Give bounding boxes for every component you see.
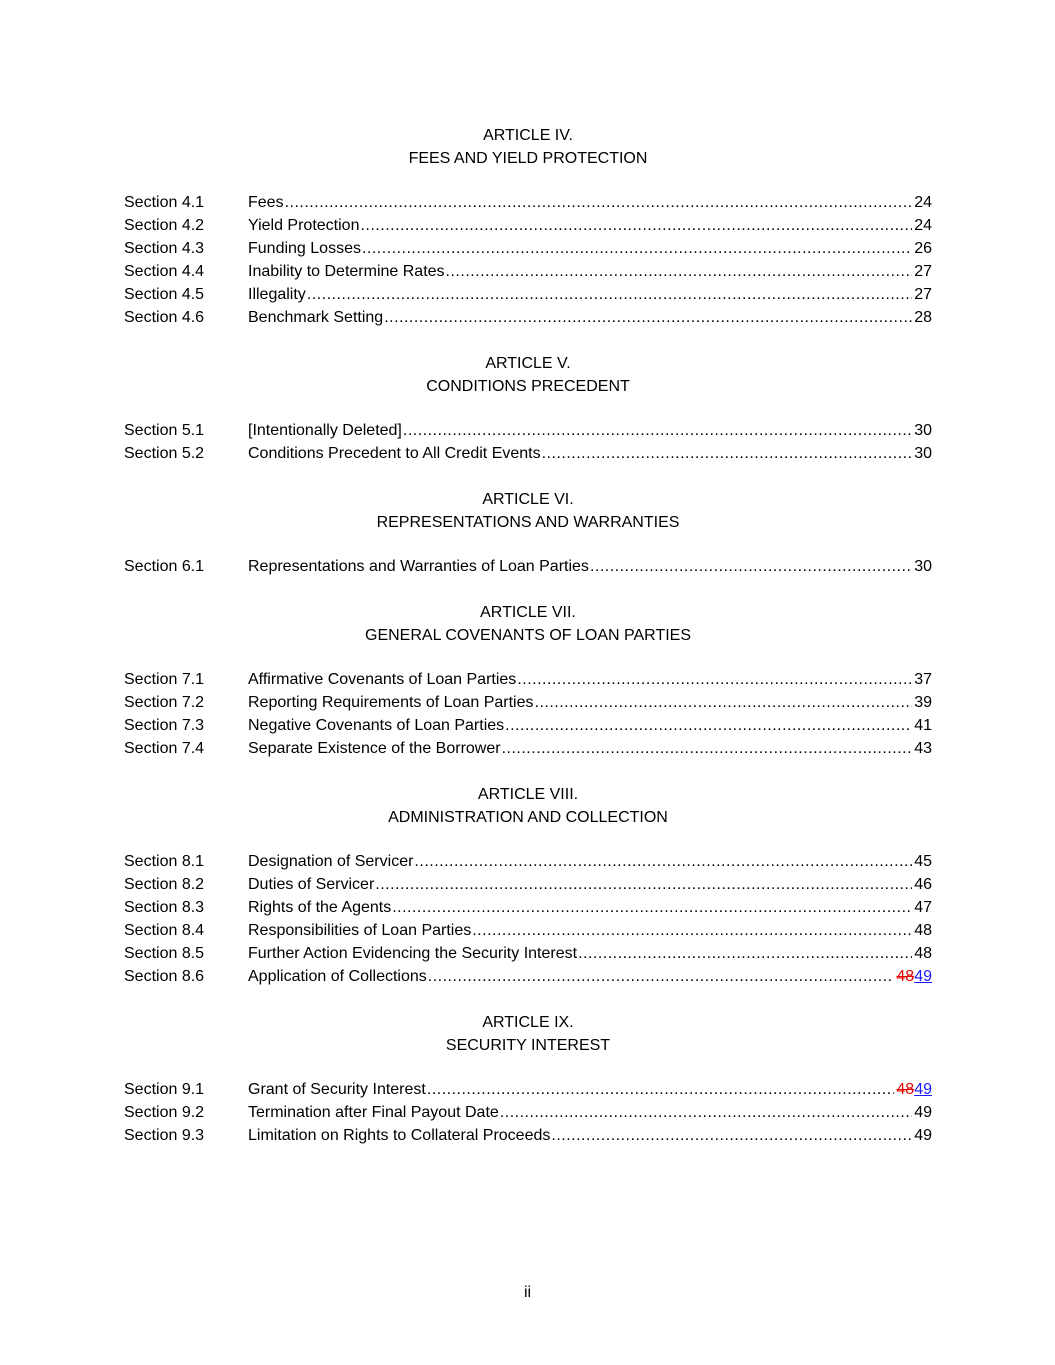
page-number: 46 [914, 876, 932, 893]
page-number: 37 [914, 671, 932, 688]
dot-leader [551, 1124, 912, 1147]
section-title: Responsibilities of Loan Parties [248, 922, 472, 939]
toc-entry-4-5[interactable] [124, 283, 932, 306]
section-number: Section 7.3 [124, 717, 205, 734]
table-of-contents [124, 124, 932, 1170]
article-vi [124, 488, 932, 578]
toc-entry-8-2[interactable] [124, 873, 932, 896]
section-number: Section 5.2 [124, 445, 205, 462]
section-number: Section 8.2 [124, 876, 205, 893]
section-title: Limitation on Rights to Collateral Proceeds [248, 1127, 551, 1144]
toc-entry-7-1[interactable] [124, 668, 932, 691]
page-number: 39 [914, 694, 932, 711]
page-number: 45 [914, 853, 932, 870]
section-number: Section 4.1 [124, 194, 205, 211]
dot-leader [446, 260, 913, 283]
page-number: 24 [914, 194, 932, 211]
toc-entry-8-1[interactable] [124, 850, 932, 873]
article-heading [124, 488, 932, 534]
dot-leader [414, 850, 912, 873]
article-title: SECURITY INTEREST [445, 1037, 611, 1054]
dot-leader [535, 691, 913, 714]
page-number: 26 [914, 240, 932, 257]
section-number: Section 8.6 [124, 968, 205, 985]
toc-entry-5-1[interactable] [124, 419, 932, 442]
section-title: Benchmark Setting [248, 309, 384, 326]
page-number-revised [896, 965, 932, 988]
dot-leader [502, 737, 913, 760]
article-ix [124, 1011, 932, 1147]
page-number: 28 [914, 309, 932, 326]
toc-entry-8-4[interactable] [124, 919, 932, 942]
section-title: Designation of Servicer [248, 853, 414, 870]
section-title: Affirmative Covenants of Loan Parties [248, 671, 517, 688]
dot-leader [472, 919, 912, 942]
section-number: Section 4.3 [124, 240, 205, 257]
page-number: 24 [914, 217, 932, 234]
toc-entry-4-6[interactable] [124, 306, 932, 329]
section-number: Section 7.1 [124, 671, 205, 688]
article-number: ARTICLE V. [485, 355, 571, 372]
toc-entry-9-2[interactable] [124, 1101, 932, 1124]
dot-leader [590, 555, 912, 578]
page-number: 30 [914, 558, 932, 575]
page-number: 48 [914, 922, 932, 939]
page-number: 30 [914, 445, 932, 462]
page-number: 27 [914, 263, 932, 280]
article-v [124, 352, 932, 465]
dot-leader [362, 237, 912, 260]
section-title: Yield Protection [248, 217, 360, 234]
section-number: Section 4.2 [124, 217, 205, 234]
section-title: Negative Covenants of Loan Parties [248, 717, 505, 734]
page-number: 41 [914, 717, 932, 734]
article-heading [124, 124, 932, 170]
section-number: Section 8.4 [124, 922, 205, 939]
section-number: Section 8.5 [124, 945, 205, 962]
section-title: Duties of Servicer [248, 876, 375, 893]
section-title: Further Action Evidencing the Security Interest [248, 945, 578, 962]
toc-entry-5-2[interactable] [124, 442, 932, 465]
section-number: Section 4.4 [124, 263, 205, 280]
dot-leader [403, 419, 912, 442]
page-number: 48 [914, 945, 932, 962]
toc-entry-4-4[interactable] [124, 260, 932, 283]
article-heading [124, 783, 932, 829]
page-number: 30 [914, 422, 932, 439]
section-title: Rights of the Agents [248, 899, 392, 916]
section-number: Section 5.1 [124, 422, 205, 439]
section-number: Section 9.3 [124, 1127, 205, 1144]
dot-leader [505, 714, 912, 737]
page-number: 43 [914, 740, 932, 757]
dot-leader [542, 442, 913, 465]
page-number: 27 [914, 286, 932, 303]
section-number: Section 6.1 [124, 558, 205, 575]
page-number: 49 [914, 1127, 932, 1144]
section-title: Conditions Precedent to All Credit Events [248, 445, 541, 462]
toc-entry-9-3[interactable] [124, 1124, 932, 1147]
dot-leader [285, 191, 913, 214]
page-number: 47 [914, 899, 932, 916]
section-number: Section 4.6 [124, 309, 205, 326]
article-viii [124, 783, 932, 988]
dot-leader [428, 965, 895, 988]
page-number-revised [896, 1078, 932, 1101]
section-number: Section 7.4 [124, 740, 205, 757]
dot-leader [360, 214, 912, 237]
toc-entry-4-2[interactable] [124, 214, 932, 237]
inserted-page-number[interactable]: 49 [914, 968, 932, 985]
toc-entry-8-6[interactable] [124, 965, 932, 988]
toc-entry-7-4[interactable] [124, 737, 932, 760]
dot-leader [392, 896, 912, 919]
article-vii [124, 601, 932, 760]
dot-leader [517, 668, 912, 691]
article-title: REPRESENTATIONS AND WARRANTIES [376, 514, 680, 531]
article-heading [124, 601, 932, 647]
dot-leader [578, 942, 912, 965]
article-number: ARTICLE IX. [482, 1014, 574, 1031]
section-number: Section 9.2 [124, 1104, 205, 1121]
toc-entry-7-3[interactable] [124, 714, 932, 737]
section-number: Section 9.1 [124, 1081, 205, 1098]
section-number: Section 4.5 [124, 286, 205, 303]
section-title: Reporting Requirements of Loan Parties [248, 694, 534, 711]
toc-entry-4-1[interactable] [124, 191, 932, 214]
article-iv [124, 124, 932, 329]
toc-entry-8-3[interactable] [124, 896, 932, 919]
section-title: Funding Losses [248, 240, 361, 257]
section-title: Inability to Determine Rates [248, 263, 445, 280]
dot-leader [427, 1078, 895, 1101]
toc-entry-4-3[interactable] [124, 237, 932, 260]
section-number: Section 8.3 [124, 899, 205, 916]
section-number: Section 7.2 [124, 694, 205, 711]
article-number: ARTICLE VIII. [477, 786, 579, 803]
section-number: Section 8.1 [124, 853, 205, 870]
toc-entry-8-5[interactable] [124, 942, 932, 965]
dot-leader [375, 873, 912, 896]
section-title: Termination after Final Payout Date [248, 1104, 499, 1121]
page-number: 49 [914, 1104, 932, 1121]
page-footer-number: ii [523, 1284, 532, 1301]
deleted-page-number: 48 [896, 1081, 915, 1098]
toc-entry-7-2[interactable] [124, 691, 932, 714]
section-title: Application of Collections [248, 968, 427, 985]
section-title: Illegality [248, 286, 306, 303]
toc-entry-6-1[interactable] [124, 555, 932, 578]
article-title: FEES AND YIELD PROTECTION [408, 150, 648, 167]
article-title: CONDITIONS PRECEDENT [426, 378, 630, 395]
article-heading [124, 352, 932, 398]
article-number: ARTICLE VI. [482, 491, 574, 508]
section-title: Grant of Security Interest [248, 1081, 426, 1098]
toc-entry-9-1[interactable] [124, 1078, 932, 1101]
section-title: Separate Existence of the Borrower [248, 740, 501, 757]
article-title: ADMINISTRATION AND COLLECTION [388, 809, 668, 826]
inserted-page-number[interactable]: 49 [914, 1081, 932, 1098]
section-title: Fees [248, 194, 284, 211]
article-number: ARTICLE VII. [480, 604, 576, 621]
section-title: Representations and Warranties of Loan Parties [248, 558, 589, 575]
dot-leader [500, 1101, 912, 1124]
article-heading [124, 1011, 932, 1057]
article-title: GENERAL COVENANTS OF LOAN PARTIES [365, 627, 691, 644]
section-title: [Intentionally Deleted] [248, 422, 402, 439]
dot-leader [384, 306, 912, 329]
article-number: ARTICLE IV. [483, 127, 573, 144]
dot-leader [307, 283, 912, 306]
deleted-page-number: 48 [896, 968, 915, 985]
